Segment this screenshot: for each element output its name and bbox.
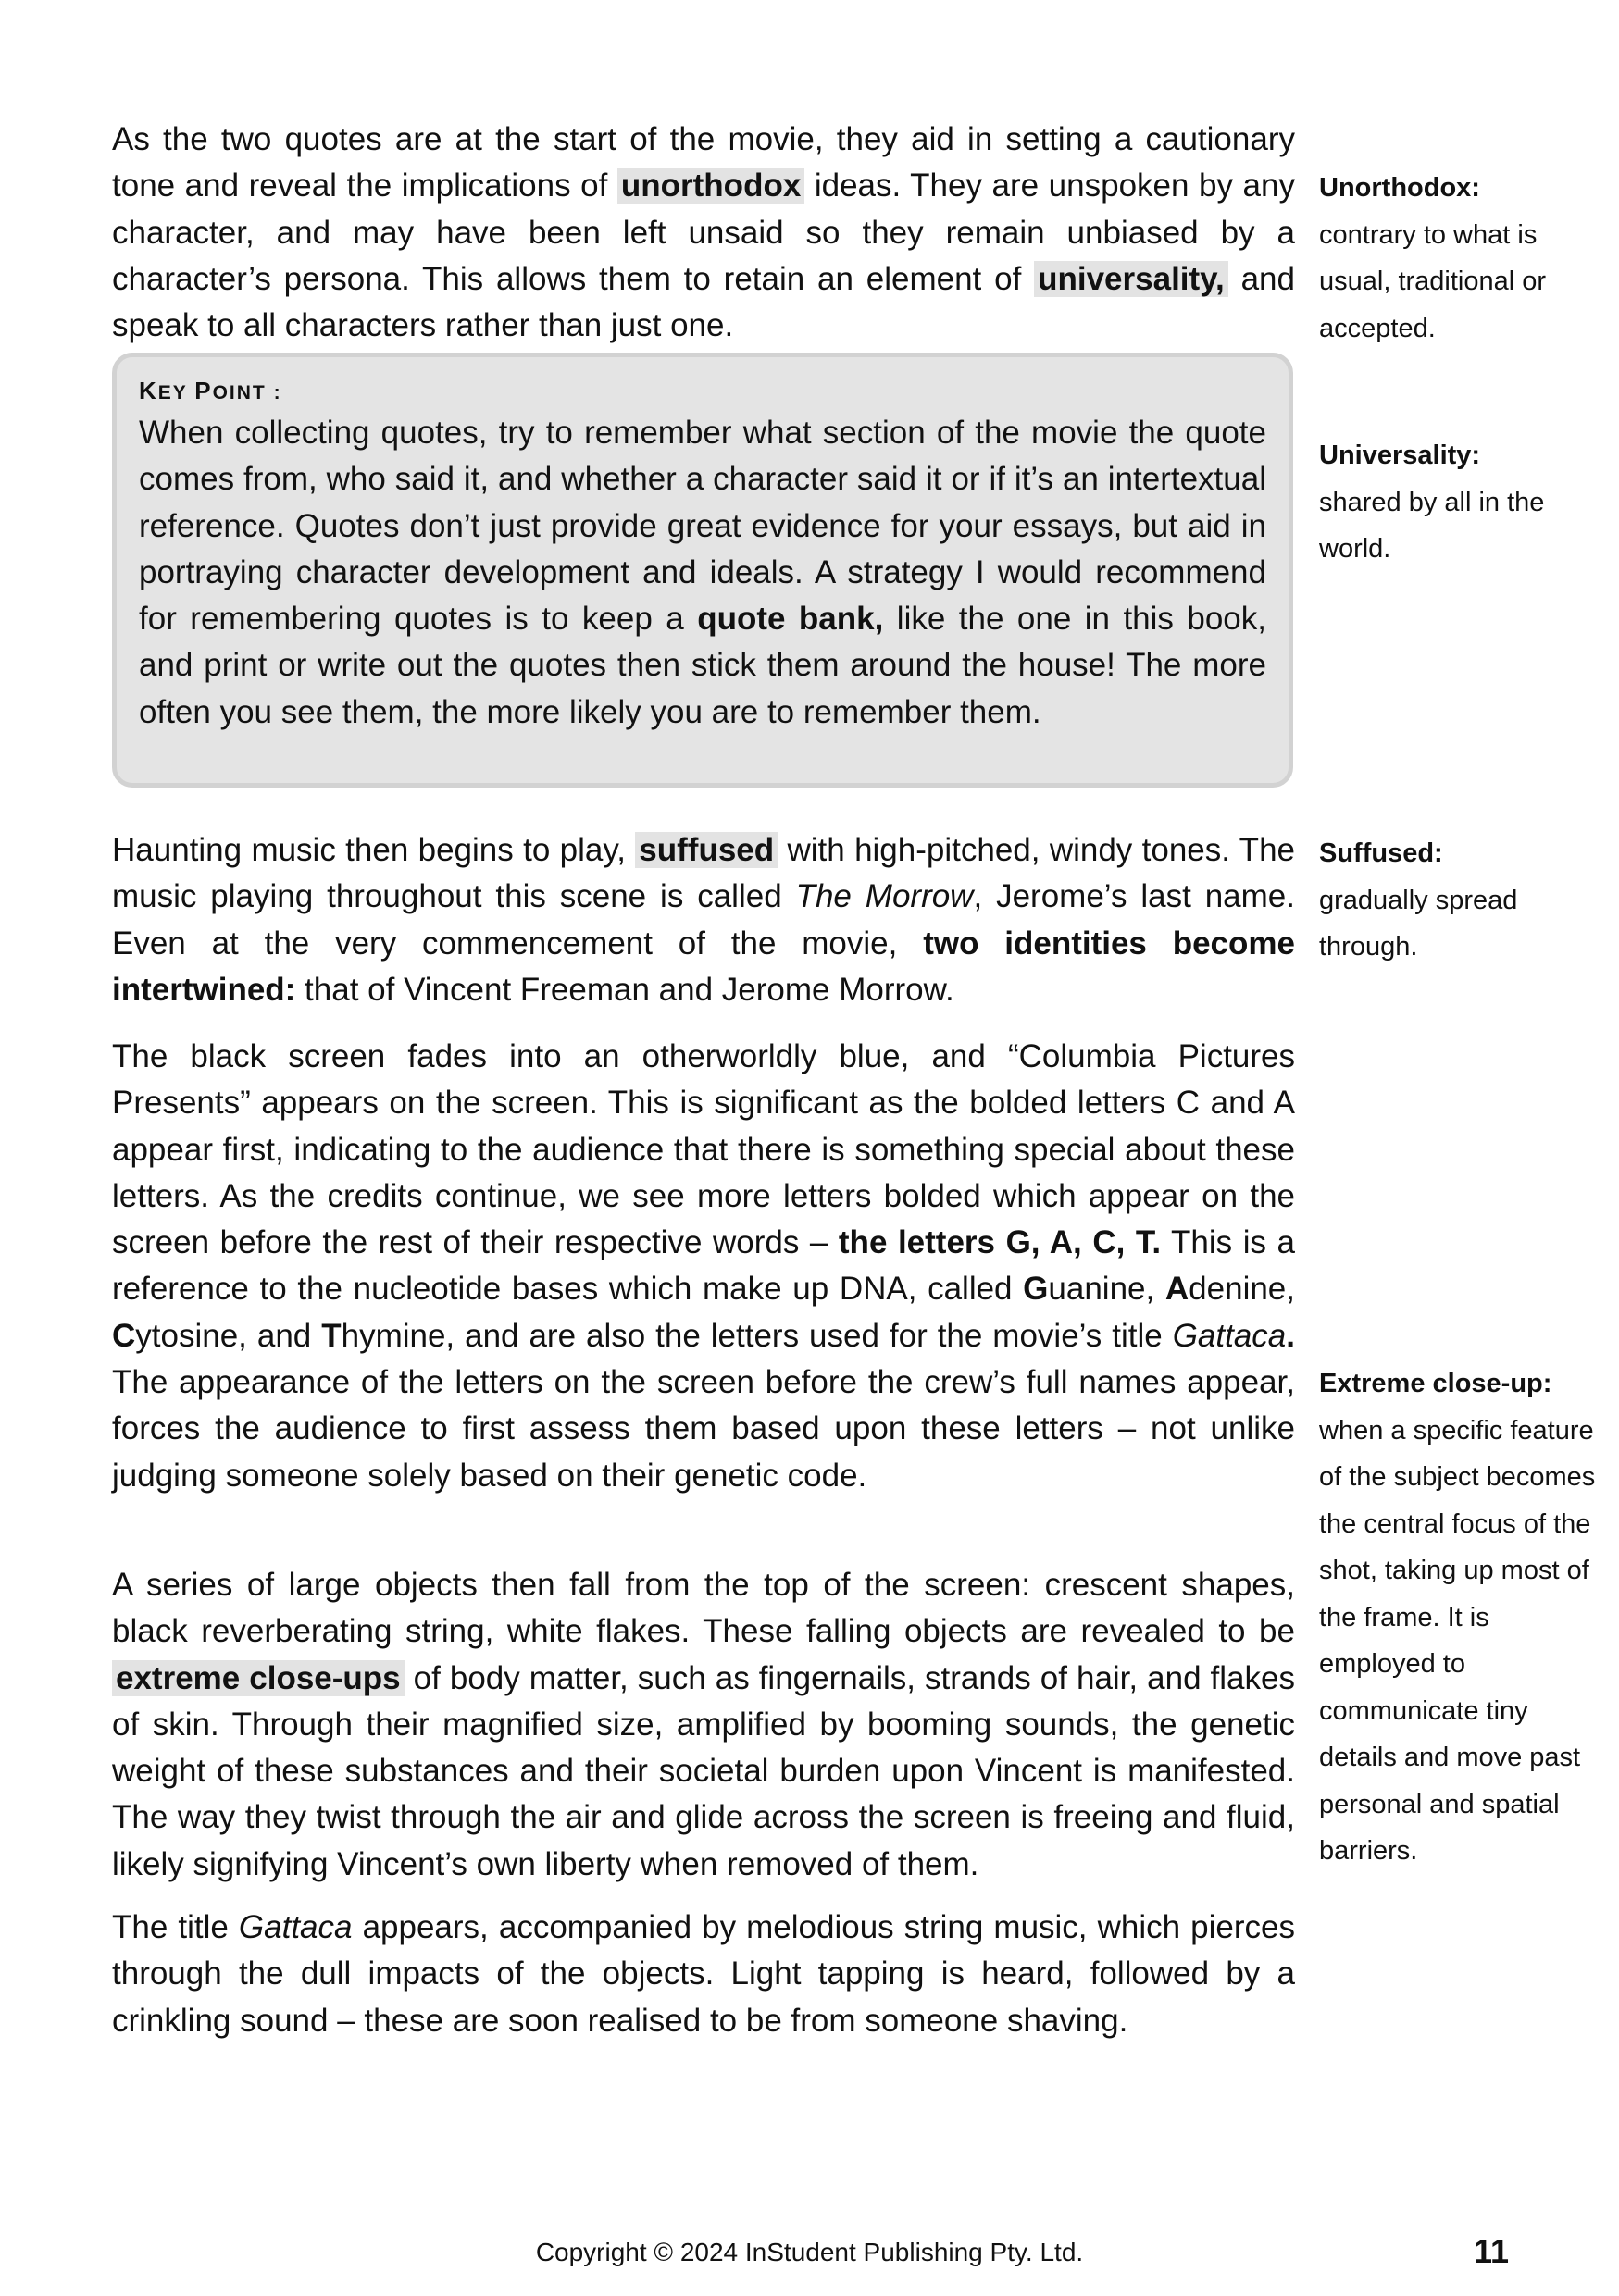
highlight-extreme-close-ups: extreme close-ups	[112, 1660, 405, 1696]
key-point-title: KEY POINT :	[139, 377, 282, 404]
intro-paragraph	[112, 117, 1295, 349]
page-number: 11	[1474, 2232, 1510, 2270]
italic-gattaca-title: Gattaca	[238, 1909, 353, 1945]
title-paragraph: The title Gattaca appears, accompanied by melodious string music, which pierces through the dull impacts of the objects. Light tapping is heard, followed by a crinkling sound – these are soon realised to be from someone shaving.	[112, 1909, 1295, 2039]
bold-quote-bank: quote bank,	[697, 601, 884, 638]
objects-paragraph: A series of large objects then fall from the top of the screen: crescent shapes, black reverberating string, white flakes. These falling objects are revealed to be extreme close-ups of body matter, such as fingernails, strands of hair, and flakes of skin. Through their magnified size, amplified by booming sounds, the genetic weight of these substances and their societal burden upon Vincent is manifested. The way they twist through the air and glide across the screen is freeing and fluid, likely signifying Vincent’s own liberty when removed of them.	[112, 1567, 1295, 1882]
bold-two-identities: two identities become intertwined:	[112, 925, 1295, 1008]
bold-letter-c: C	[112, 1317, 136, 1354]
key-point-text: When collecting quotes, try to remember what section of the movie the quote comes from, who said it, and whether a character said it or if it’s an intertextual reference. Quotes don’t just provide great evidence for your essays, but aid in portraying character development and ideals. A strategy I would recommend for remembering quotes is to keep a quote bank, like the one in this book, and print or write out the quotes then stick them around the house! The more often you see them, the more likely you are to remember them.	[139, 415, 1266, 730]
text-run: As the two quotes are at the start of the movie, they aid in setting a cautionary tone and reveal the implications of	[112, 121, 1295, 205]
glossary-universality: Universality: shared by all in the world.	[1319, 441, 1545, 564]
copyright-footer: Copyright © 2024 InStudent Publishing Pty. Ltd.	[535, 2238, 1084, 2266]
text-run: ideas. They are unspoken by any character, and may have been left unsaid so they remain unbiased by a character’s persona. This allows them to retain an element of	[112, 168, 1295, 297]
key-point-box	[112, 353, 1293, 788]
italic-the-morrow: The Morrow	[795, 878, 974, 915]
music-paragraph: Haunting music then begins to play, suffused with high-pitched, windy tones. The music playing throughout this scene is called The Morrow, Jerome’s last name. Even at the very commencement of the movie, two identities become intertwined: that of Vincent Freeman and Jerome Morrow.	[112, 832, 1295, 1008]
text-run: and speak to all characters rather than just one.	[112, 260, 1295, 344]
glossary-extreme-close-up: Extreme close-up: when a specific feature of the subject becomes the central focus of the shot, taking up most of the frame. It is employed to communicate tiny details and move past personal and spatial barriers.	[1319, 1369, 1596, 1866]
bold-letter-a: A	[1164, 1271, 1189, 1308]
highlight-unorthodox: unorthodox	[617, 168, 804, 204]
highlight-universality: universality,	[1034, 261, 1228, 297]
bold-letter-t: T	[321, 1317, 342, 1354]
credits-paragraph: The black screen fades into an otherworldly blue, and “Columbia Pictures Presents” appears on the screen. This is significant as the bolded letters C and A appear first, indicating to the audience that there is something special about these letters. As the credits continue, we see more letters bolded which appear on the screen before the rest of their respective words – the letters G, A, C, T. This is a reference to the nucleotide bases which make up DNA, called Guanine, Adenine, Cytosine, and Thymine, and are also the letters used for the movie’s title Gattaca. The appearance of the letters on the screen before the crew’s full names appear, forces the audience to first assess them based upon these letters – not unlike judging someone solely based on their genetic code.	[112, 1038, 1296, 1494]
bold-letters-gact: the letters G, A, C, T.	[838, 1224, 1162, 1261]
bold-letter-g: G	[1023, 1271, 1049, 1308]
italic-gattaca: Gattaca	[1172, 1317, 1287, 1354]
highlight-suffused: suffused	[635, 832, 778, 868]
glossary-unorthodox: Unorthodox: contrary to what is usual, traditional or accepted.	[1319, 173, 1547, 343]
glossary-suffused: Suffused: gradually spread through.	[1319, 838, 1518, 962]
